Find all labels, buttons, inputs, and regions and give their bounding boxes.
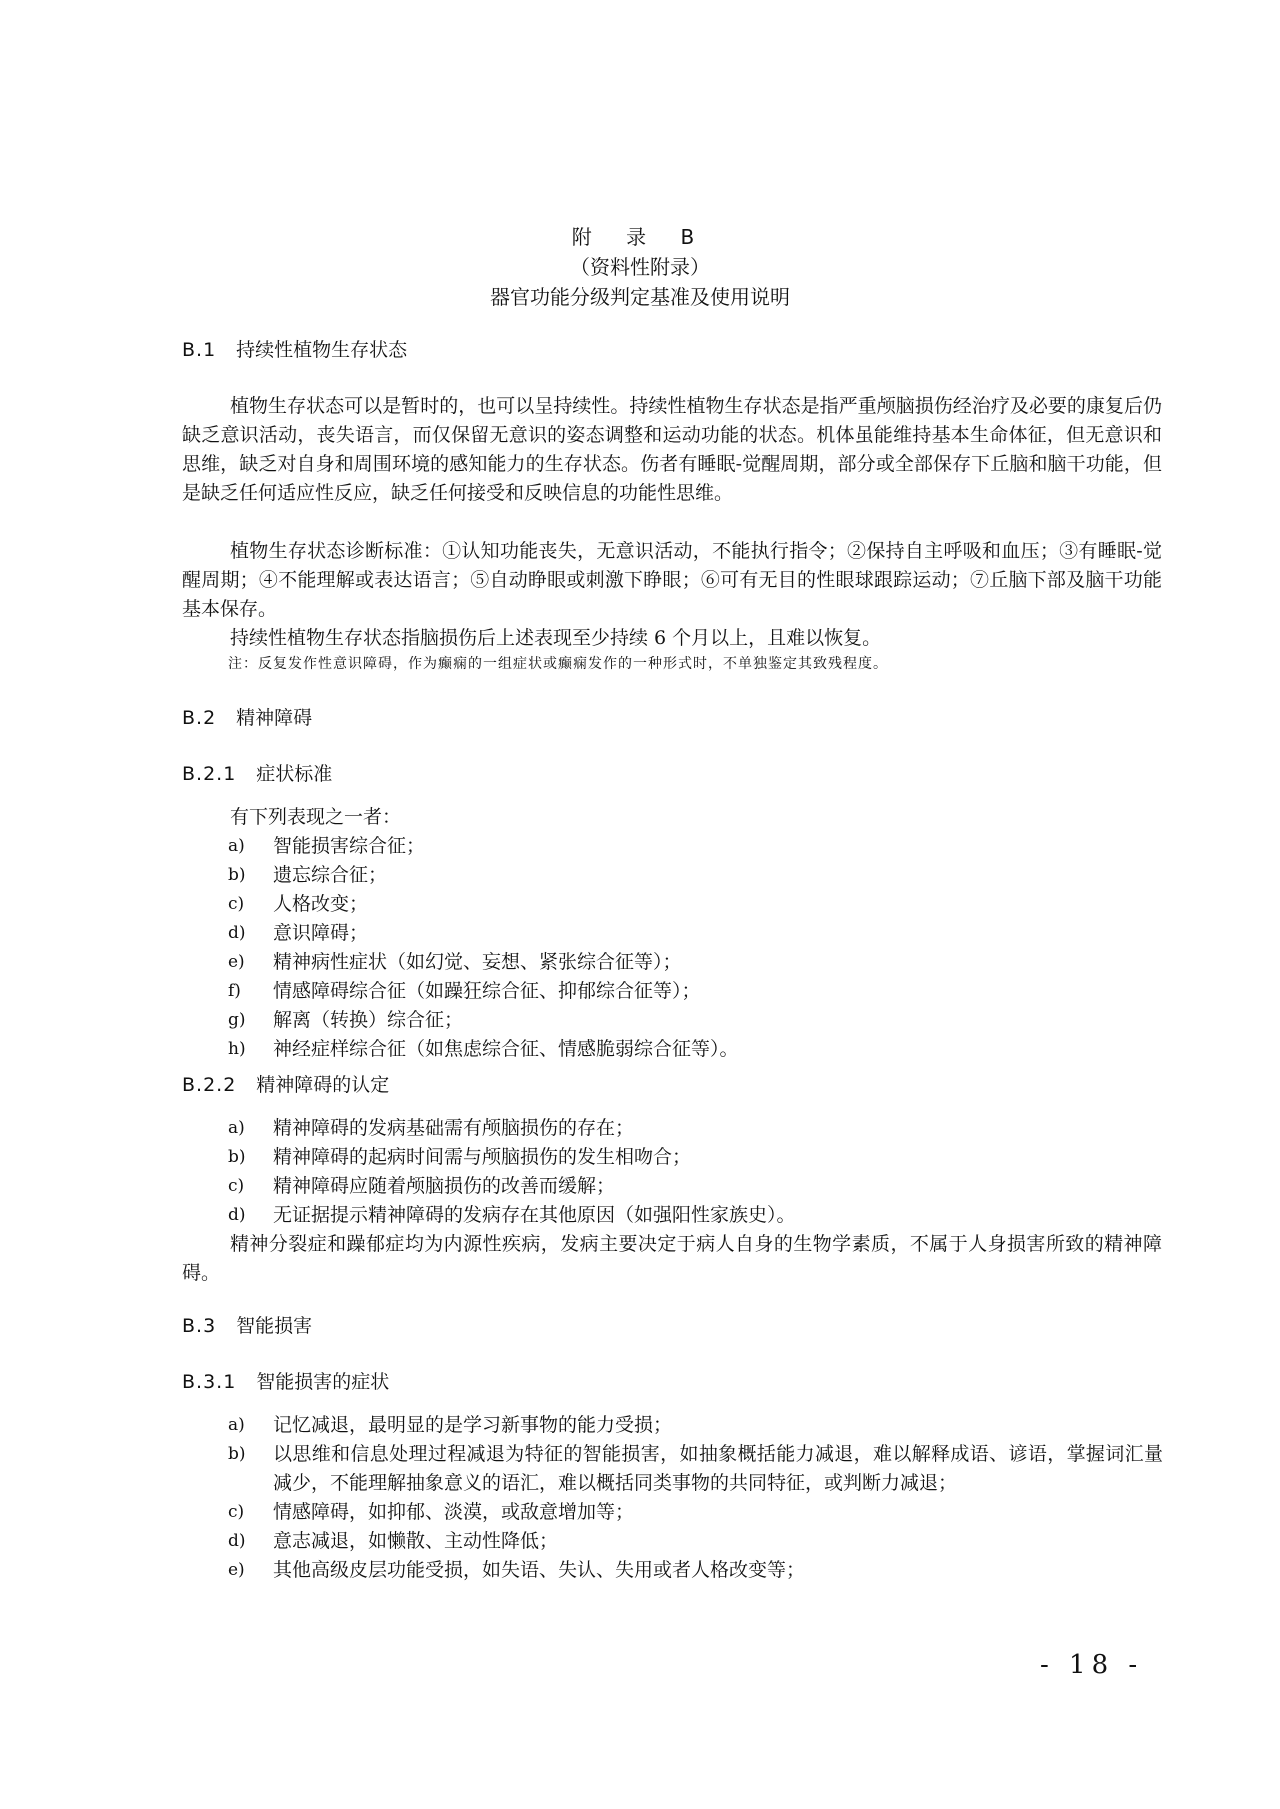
list-item: d) 无证据提示精神障碍的发病存在其他原因（如强阳性家族史）。: [228, 1204, 796, 1226]
section-number: B.2: [182, 707, 217, 729]
page-number: - 18 -: [1040, 1650, 1144, 1680]
list-item: c) 情感障碍，如抑郁、淡漠，或敌意增加等；: [228, 1501, 635, 1523]
paragraph-b1-definition: 植物生存状态可以是暂时的，也可以呈持续性。持续性植物生存状态是指严重颅脑损伤经治疗及必要的康复后仍缺乏意识活动，丧失语言，而仅保留无意识的姿态调整和运动功能的状态。机体虽能维持基本生命体征，但无意识和思维，缺乏对自身和周围环境的感知能力的生存状态。伤者有睡眠-觉醒周期，部分或全部保存下丘脑和脑干功能，但是缺乏任何适应性反应，缺乏任何接受和反映信息的功能性思维。: [182, 395, 1162, 504]
section-title: 持续性植物生存状态: [236, 339, 408, 361]
section-title: 症状标准: [256, 763, 333, 785]
section-title: 智能损害的症状: [256, 1371, 390, 1393]
section-number: B.2.1: [182, 763, 237, 785]
section-title: 精神障碍: [236, 707, 313, 729]
list-item: a) 智能损害综合征；: [228, 835, 426, 857]
section-heading-b31: [182, 1368, 389, 1396]
section-number: B.2.2: [182, 1074, 237, 1096]
section-number: B.1: [182, 339, 217, 361]
section-title: 智能损害: [236, 1315, 313, 1337]
section-heading-b1: [182, 336, 407, 364]
annex-title: 器官功能分级判定基准及使用说明: [490, 285, 790, 309]
section-heading-b2: [182, 704, 312, 732]
list-item: b) 遗忘综合征；: [228, 864, 388, 886]
paragraph-b21-intro: 有下列表现之一者：: [230, 806, 402, 828]
section-number: B.3: [182, 1315, 217, 1337]
annex-type: （资料性附录）: [570, 255, 710, 279]
list-item: d) 意识障碍；: [228, 922, 369, 944]
list-b31-symptoms: [228, 1411, 1163, 1585]
list-item: g) 解离（转换）综合征；: [228, 1009, 464, 1031]
note-b1: 注：反复发作性意识障碍，作为癫痫的一组症状或癫痫发作的一种形式时，不单独鉴定其致残程度。: [228, 656, 888, 672]
section-title: 精神障碍的认定: [256, 1074, 390, 1096]
paragraph-b1-criteria: 植物生存状态诊断标准：①认知功能丧失，无意识活动，不能执行指令；②保持自主呼吸和血压；③有睡眠-觉醒周期；④不能理解或表达语言；⑤自动睁眼或刺激下睁眼；⑥可有无目的性眼球跟踪运动；⑦丘脑下部及脑干功能基本保存。: [182, 540, 1162, 620]
paragraph-b22-note: 精神分裂症和躁郁症均为内源性疾病，发病主要决定于病人自身的生物学素质，不属于人身损害所致的精神障碍。: [182, 1233, 1162, 1284]
list-b22-criteria: [228, 1114, 1163, 1230]
section-heading-b21: [182, 760, 332, 788]
list-item: a) 精神障碍的发病基础需有颅脑损伤的存在；: [228, 1117, 635, 1139]
list-item: c) 人格改变；: [228, 893, 369, 915]
section-number: B.3.1: [182, 1371, 237, 1393]
annex-heading: 附 录 B: [571, 225, 709, 249]
paragraph-b1-duration: 持续性植物生存状态指脑损伤后上述表现至少持续 6 个月以上，且难以恢复。: [230, 627, 882, 649]
list-item: d) 意志减退，如懒散、主动性降低；: [228, 1530, 559, 1552]
list-b21-symptoms: [228, 832, 1163, 1064]
list-item: c) 精神障碍应随着颅脑损伤的改善而缓解；: [228, 1175, 616, 1197]
list-item: e) 其他高级皮层功能受损，如失语、失认、失用或者人格改变等；: [228, 1559, 806, 1581]
list-item: f) 情感障碍综合征（如躁狂综合征、抑郁综合征等）；: [228, 980, 701, 1002]
list-item: b) 以思维和信息处理过程减退为特征的智能损害，如抽象概括能力减退，难以解释成语、谚语，掌握词汇量减少，不能理解抽象意义的语汇，难以概括同类事物的共同特征，或判断力减退；: [228, 1443, 1163, 1494]
section-heading-b22: [182, 1071, 389, 1099]
list-item: h) 神经症样综合征（如焦虑综合征、情感脆弱综合征等）。: [228, 1038, 739, 1060]
list-item: b) 精神障碍的起病时间需与颅脑损伤的发生相吻合；: [228, 1146, 692, 1168]
list-item: e) 精神病性症状（如幻觉、妄想、紧张综合征等）；: [228, 951, 682, 973]
section-heading-b3: [182, 1312, 312, 1340]
list-item: a) 记忆减退，最明显的是学习新事物的能力受损；: [228, 1414, 673, 1436]
